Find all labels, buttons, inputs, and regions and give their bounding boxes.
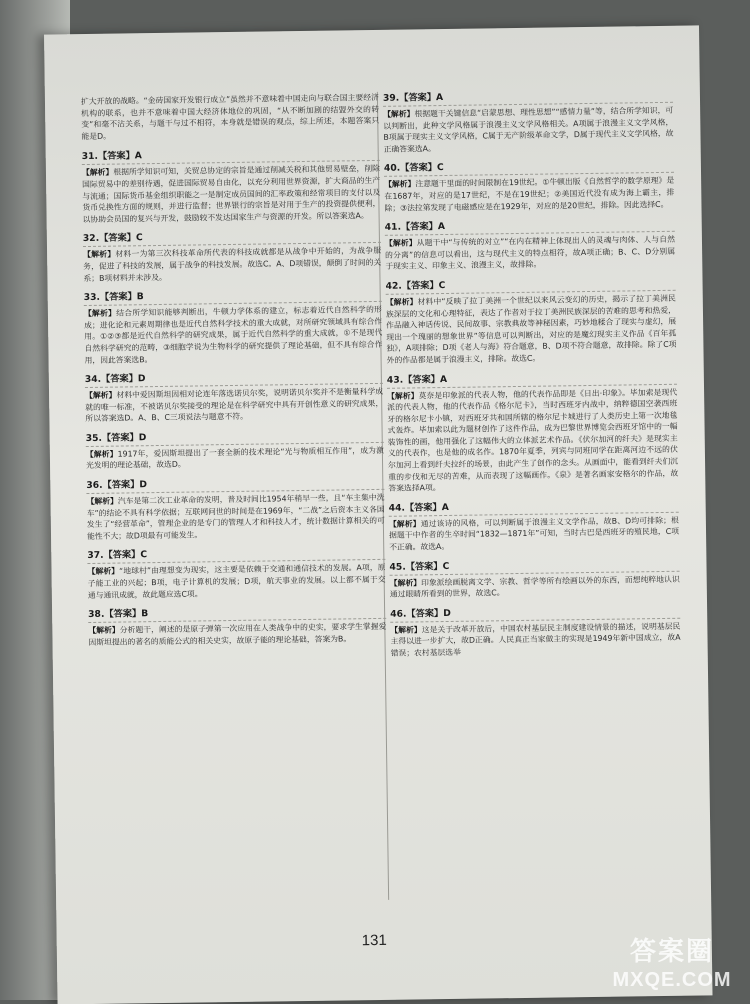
explanation-text: 材料中爱因斯坦因相对论连年落选诺贝尔奖，说明诺贝尔奖并不是衡量科学成就的唯一标准，不被诺贝尔奖接受的理论是在科学研究中具有开创性意义的研究成果，所以答案选D。A、B、C三项说法与题意不符。	[85, 386, 384, 424]
page-number: 131	[361, 931, 387, 950]
explanation	[390, 621, 680, 660]
answer-value: C	[135, 232, 143, 244]
explanation-text: 注意题干里面的时间限制在19世纪。①牛顿出版《自然哲学的数学原理》是在1687年，对应的是17世纪，不是在19世纪；②美国近代没有成为海上霸主，排除；③法拉第发现了电磁感应是在1929年，对应的是20世纪，排除。因此选择C。	[384, 176, 675, 213]
answer-value: C	[442, 560, 450, 572]
answer-line	[383, 88, 673, 107]
answer-label: 44.【答案】	[388, 501, 442, 514]
answer-label: 36.【答案】	[86, 479, 140, 492]
answer-line	[82, 146, 380, 165]
explanation-label: 【解析】	[88, 625, 120, 636]
explanation-label: 【解析】	[83, 308, 117, 319]
explanation-text: 分析题干，阐述的是原子弹第一次应用在人类战争中的史实，要求学生掌握爱因斯坦提出的著名的质能公式的相关史实，故原子能的理论基础，答案为B。	[88, 622, 387, 647]
document-page	[44, 25, 712, 1004]
answer-line	[384, 158, 674, 177]
explanation	[387, 386, 678, 494]
explanation-text: 汽车是第二次工业革命的发明，普及时间比1954年稍早一些，且“车主集中洗车”的结论不具有科学依据；互联网问世的时间是在1969年，“二战”之后资本主义各国发生了“经营革命”，管理企业的是专门的管理人才和科技人才，统计数据计算相关的可能性不大；故D项最有可能发生。	[86, 492, 385, 541]
explanation-label: 【解析】	[387, 390, 419, 401]
explanation	[389, 515, 679, 554]
answer-value: B	[136, 291, 144, 303]
explanation-label: 【解析】	[87, 567, 120, 577]
answer-line	[387, 369, 677, 388]
answer-label: 37.【答案】	[87, 549, 141, 562]
answer-item	[383, 88, 674, 155]
explanation	[86, 492, 385, 543]
answer-item	[385, 276, 676, 367]
answer-item	[88, 604, 387, 648]
explanation-text: 这是关于改革开放后，中国农村基层民主制度建设情景的描述，说明基层民主得以进一步扩大，故D正确。人民真正当家做主的实现是1949年新中国成立，故A错误；农村基层选举	[390, 621, 681, 658]
left-column	[81, 92, 387, 656]
answer-line	[83, 228, 381, 247]
answer-value: B	[141, 608, 149, 620]
explanation	[87, 562, 385, 601]
answer-item	[83, 228, 382, 284]
answer-item	[86, 428, 385, 472]
answer-item	[384, 158, 675, 214]
answer-label: 32.【答案】	[82, 232, 136, 245]
answer-item	[85, 369, 384, 425]
answer-label: 46.【答案】	[390, 607, 444, 620]
answer-value: A	[437, 221, 445, 233]
answer-value: D	[137, 373, 146, 385]
answer-label: 31.【答案】	[81, 150, 135, 163]
explanation-label: 【解析】	[86, 496, 118, 507]
explanation-label: 【解析】	[390, 625, 422, 635]
explanation-text: 根据题干关键信息“启蒙思想、理性思想”“感情力量”等，结合所学知识，可以判断出，此种文学风格属于浪漫主义文学风格相关。A项属于浪漫主义文学风格，B项属于现实主义文学风格，C属于无产阶级革命文学，D属于现代主义文学风格，故正确答案选A。	[383, 105, 674, 154]
explanation-label: 【解析】	[81, 167, 114, 178]
answer-line	[385, 276, 675, 295]
answer-label: 39.【答案】	[382, 92, 437, 104]
answer-label: 40.【答案】	[383, 162, 438, 175]
explanation	[88, 621, 386, 648]
explanation-text: 从题干中“与传统的对立”“在内在精神上体现出人的灵魂与肉体、人与自然的分离”的信息可以看出，这与现代主义的特点相符，故A项正确；B、C、D分别属于现实主义、印象主义、浪漫主义，故排除。	[385, 234, 676, 272]
answer-item	[389, 498, 680, 554]
explanation	[85, 386, 383, 425]
left-answer-list	[82, 146, 387, 648]
explanation	[83, 245, 381, 284]
answer-line	[86, 428, 384, 447]
answer-value: A	[441, 501, 449, 513]
explanation-text: 材料中“反映了拉丁美洲一个世纪以来风云变幻的历史，揭示了拉丁美洲民族深层的文化和心理特征，表达了作者对于拉丁美洲民族深层的苦难的思考和热爱，作品融入神话传说、民间故事、宗教典故等神秘因素，巧妙地糅合了现实与虚幻，展现出一个瑰丽的想象世界”等信息可以判断出，对应的是魔幻现实主义作品《百年孤独》，A项排除；D项《老人与海》符合题意，B、D项不符合题意，故排除。除了C项外的作品都是属于浪漫主义，排除。故选C。	[385, 293, 677, 365]
answer-line	[385, 217, 675, 236]
answer-line	[84, 287, 382, 306]
answer-line	[390, 604, 680, 623]
answer-label: 41.【答案】	[384, 221, 438, 233]
explanation	[82, 163, 381, 225]
explanation-text: 通过该诗的风格，可以判断属于浪漫主义文学作品，故B、D均可排除；根据题干中作者的生卒时间“1832—1871年”可知，当时古巴是西班牙的殖民地，C项不正确。故选A。	[389, 515, 680, 552]
answer-label: 38.【答案】	[88, 608, 142, 621]
answer-item	[389, 556, 680, 600]
explanation	[385, 234, 675, 273]
watermark-logo	[602, 936, 742, 994]
answer-value: A	[435, 92, 444, 104]
answer-line	[86, 475, 384, 494]
intro-fragment: 扩大开放的战略。“金砖国家开发银行成立”虽然并不意味着中国走向与联合国主要经济机构的联系，也并不意味着中国大经济体地位的巩固，“从不断加剧的结盟外交的转变”和毫不沾关系，与题干与过不相符，本身就是错误的观点，综上所述，本题答案只能是D。	[80, 92, 380, 141]
watermark-bottom: MXQE.COM	[612, 969, 732, 991]
answer-item	[86, 475, 385, 543]
answer-item	[387, 369, 679, 494]
explanation	[84, 304, 383, 366]
explanation	[390, 573, 680, 600]
explanation-text: 印象派绘画脱离文学、宗教、哲学等所有绘画以外的东西，而想纯粹地认识通过眼睛所看到的世界，故选C。	[389, 574, 680, 600]
answer-item	[82, 146, 381, 225]
explanation-label: 【解析】	[384, 238, 417, 248]
explanation-label: 【解析】	[383, 109, 415, 119]
explanation-text: 结合所学知识能够判断出，牛顿力学体系的建立，标志着近代自然科学的形成；进化论和元素周期律也是近代自然科学技术的重大成就，对所研究领域具有综合作用。①②③都是近代自然科学的研究成果，属于近代自然科学的重大成就，①不是现代自然科学研究的范畴，③细胞学说为生物科学的研究提供了理论基础，但不具有综合作用，因此答案选B。	[84, 305, 383, 365]
explanation-text: “地球村”由理想变为现实，这主要是依赖于交通和通信技术的发展。A项，原子能工业的兴起；B项，电子计算机的发展；D项，航天事业的发展。以上都不属于交通与通讯成就，故此题应选C项。	[87, 563, 386, 600]
explanation	[386, 293, 677, 367]
answer-label: 42.【答案】	[385, 280, 439, 292]
answer-item	[84, 287, 383, 366]
explanation-label: 【解析】	[388, 519, 421, 529]
answer-line	[389, 498, 679, 517]
explanation-label: 【解析】	[389, 577, 422, 588]
right-answer-list	[383, 88, 681, 660]
explanation	[384, 175, 674, 214]
answer-label: 45.【答案】	[389, 560, 443, 573]
explanation	[383, 105, 674, 155]
answer-value: A	[439, 373, 448, 385]
answer-label: 33.【答案】	[83, 291, 137, 304]
explanation-text: 根据所学知识可知，关贸总协定的宗旨是通过削减关税和其他贸易壁垒，削除国际贸易中的差别待遇，促进国际贸易自由化，以充分利用世界资源，扩大商品的生产与流通；国际货币基金组织职能之一是制定成员国间的汇率政策和经常项目的支付以及货币兑换性方面的规则，并进行监督；世界银行的宗旨是对用于生产的投资提供便利，以协助会员国的复兴与开发，鼓励较不发达国家生产与资源的开发。所以答案选A。	[82, 164, 381, 224]
explanation-label: 【解析】	[384, 179, 416, 190]
answer-value: D	[443, 607, 451, 619]
explanation-label: 【解析】	[83, 249, 116, 260]
answer-value: A	[134, 150, 142, 162]
answer-line	[85, 369, 383, 388]
explanation-label: 【解析】	[385, 297, 418, 307]
answer-line	[389, 556, 679, 575]
answer-label: 34.【答案】	[84, 373, 138, 386]
explanation-label: 【解析】	[85, 449, 118, 459]
answer-line	[88, 604, 386, 623]
answer-label: 35.【答案】	[85, 432, 139, 444]
answer-value: C	[140, 549, 148, 561]
answer-value: D	[139, 479, 148, 491]
answer-item	[390, 604, 681, 660]
answer-value: C	[436, 162, 444, 174]
explanation-text: 莫奈是印象派的代表人物，他的代表作品即是《日出·印象》。毕加索是现代派的代表人物，他的代表作品《格尔尼卡》，当时西班牙内战中，纳粹德国空袭西班牙的格尔尼卡小镇，对西班牙共和国所辖的格尔尼卡城进行了人类历史上第一次地毯式轰炸。毕加索以此为题材创作了这件作品，成为巴黎世界博览会西班牙馆中的一幅装饰性的画，他用强化了这幅伟大的立体派艺术作品。《伏尔加河的纤夫》是现实主义的代表作，也是他的成名作。1870年夏季，列宾与同班同学在距离河边不远的伏尔加河上看到纤夫拉纤的场景，由此产生了创作的念头。从画面中，能看到纤夫们沉重的步伐和无尽的苦难，从而表现了这幅画作。《泉》是著名画家安格尔的作品，故答案选择A项。	[387, 387, 679, 494]
explanation-label: 【解析】	[85, 390, 117, 401]
explanation-text: 1917年，爱因斯坦提出了一套全新的技术理论“光与物质相互作用”，成为激光发明的理论基础，故选D。	[85, 445, 384, 471]
explanation-text: 材料一为第三次科技革命所代表的科技成就都是从战争中开始的，为战争服务，促进了科技的发展，属于战争的科技发展。故选C。A、D项错误，颠倒了时间的关系；B项材料并未涉及。	[83, 246, 382, 283]
answer-item	[385, 217, 676, 273]
answer-item	[87, 545, 386, 601]
answer-label: 43.【答案】	[386, 373, 440, 386]
answer-line	[87, 545, 385, 564]
watermark-top: 答案圈	[629, 937, 714, 967]
answer-value: D	[138, 432, 147, 444]
explanation	[86, 445, 384, 472]
answer-value: C	[438, 279, 446, 292]
right-column	[383, 88, 681, 667]
